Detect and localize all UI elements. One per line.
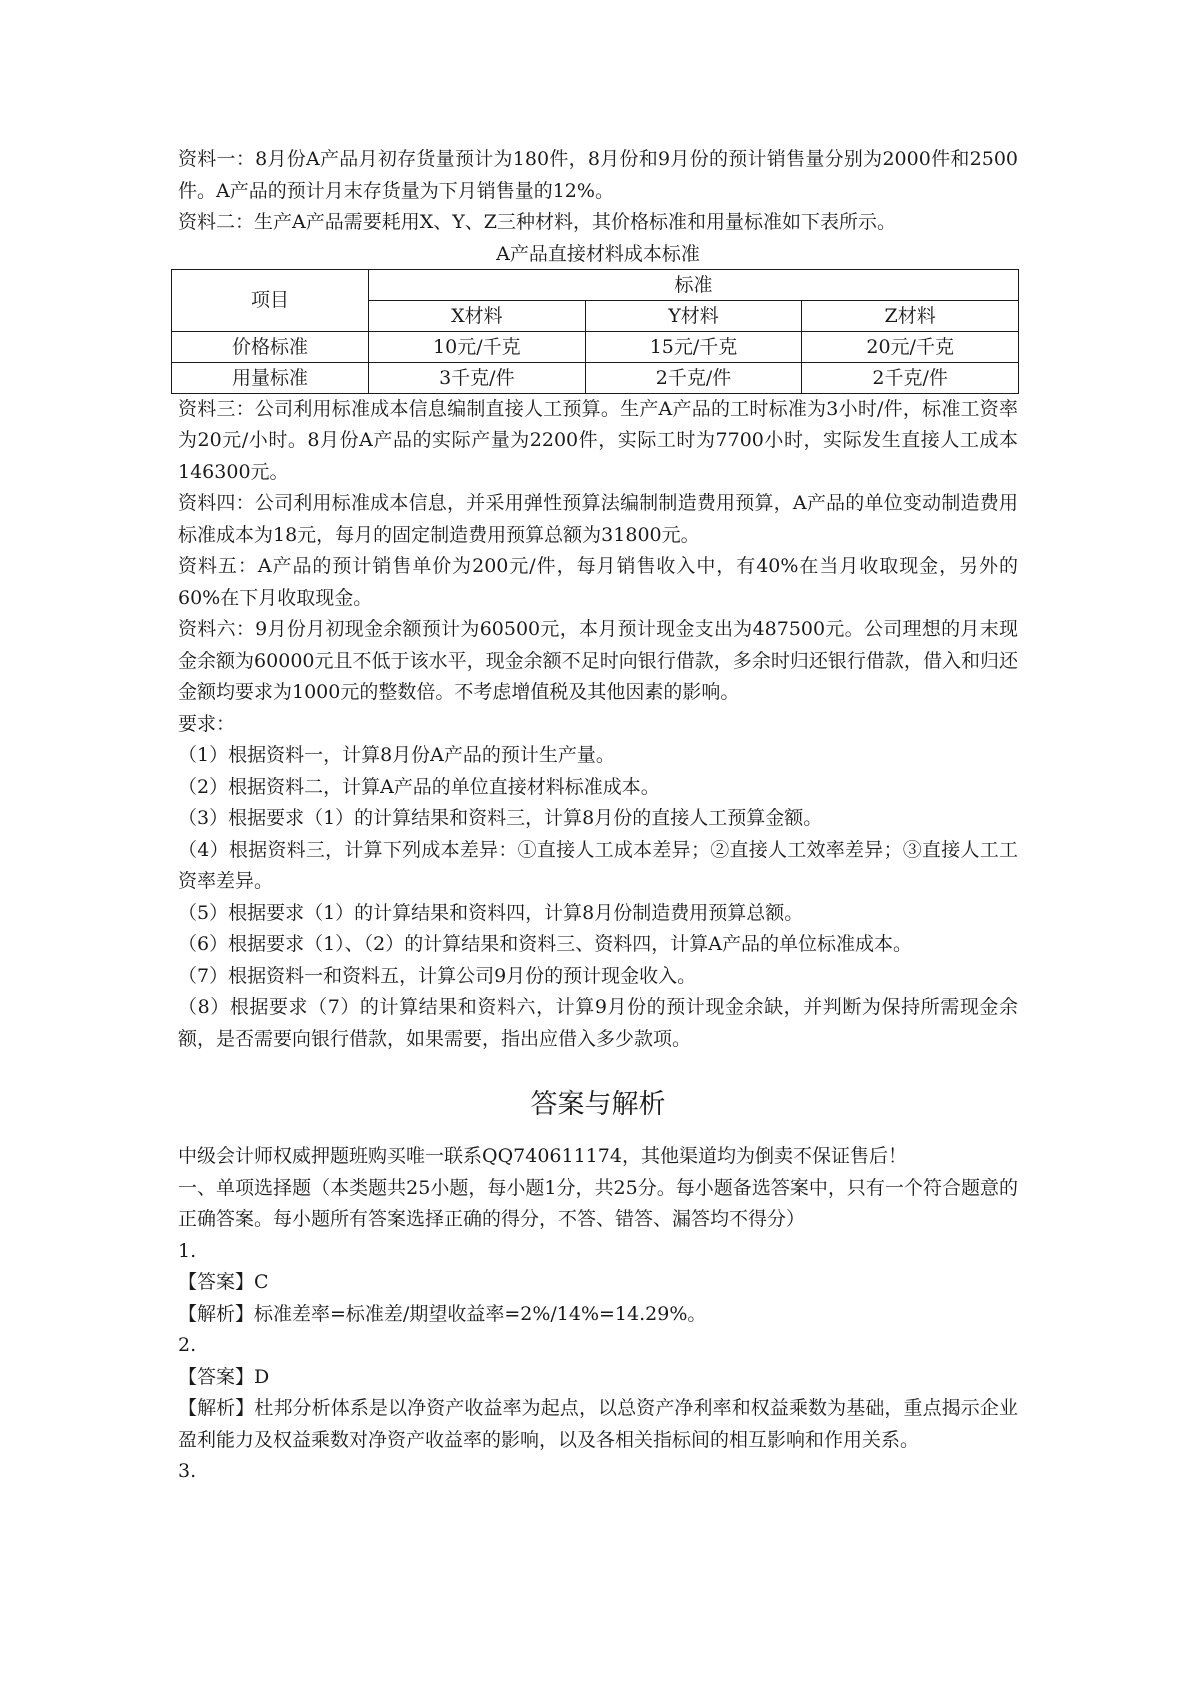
analysis-line: 【解析】杜邦分析体系是以净资产收益率为起点，以总资产净利率和权益乘数为基础，重点揭示企业盈利能力及权益乘数对净资产收益率的影响，以及各相关指标间的相互影响和作用关系。: [178, 1397, 1018, 1451]
requirement-4: （4）根据资料三，计算下列成本差异：①直接人工成本差异；②直接人工效率差异；③直接人工工资率差异。: [178, 838, 1018, 892]
table-cell: 3千克/件: [369, 362, 586, 393]
document-content: [178, 144, 1018, 1488]
material-1: 资料一：8月份A产品月初存货量预计为180件，8月份和9月份的预计销售量分别为2000件和2500件。A产品的预计月末存货量为下月销售量的12%。: [178, 148, 1018, 202]
table-cell: 20元/千克: [802, 331, 1019, 362]
requirement-1: （1）根据资料一，计算8月份A产品的预计生产量。: [178, 744, 615, 766]
column-x-material: X材料: [369, 300, 586, 331]
material-3: 资料三：公司利用标准成本信息编制直接人工预算。生产A产品的工时标准为3小时/件，标准工资率为20元/小时。8月份A产品的实际产量为2200件，实际工时为7700小时，实际发生直接人工成本146300元。: [178, 397, 1018, 483]
column-z-material: Z材料: [802, 300, 1019, 331]
material-5: 资料五：A产品的预计销售单价为200元/件，每月销售收入中，有40%在当月收取现金，另外的60%在下月收取现金。: [178, 555, 1018, 609]
requirement-7: （7）根据资料一和资料五，计算公司9月份的预计现金收入。: [178, 964, 697, 987]
material-4: 资料四：公司利用标准成本信息，并采用弹性预算法编制制造费用预算，A产品的单位变动制造费用标准成本为18元，每月的固定制造费用预算总额为31800元。: [178, 492, 1018, 546]
table-row: [172, 362, 1019, 393]
answer-line: 【答案】D: [178, 1365, 270, 1388]
material-standard-table: [171, 269, 1019, 394]
table-header-row: [172, 269, 1019, 300]
requirement-6: （6）根据要求（1）、（2）的计算结果和资料三、资料四，计算A产品的单位标准成本。: [178, 933, 912, 955]
question-number: 3.: [178, 1460, 197, 1482]
section-heading: 一、单项选择题（本类题共25小题，每小题1分，共25分。每小题备选答案中，只有一个符合题意的正确答案。每小题所有答案选择正确的得分，不答、错答、漏答均不得分）: [178, 1176, 1018, 1230]
contact-notice: 中级会计师权威押题班购买唯一联系QQ740611174，其他渠道均为倒卖不保证售后！: [178, 1145, 907, 1167]
question-number: 2.: [178, 1334, 197, 1356]
requirements-heading: 要求：: [178, 712, 236, 735]
row-label: 价格标准: [172, 331, 369, 362]
requirement-2: （2）根据资料二，计算A产品的单位直接材料标准成本。: [178, 775, 660, 798]
answer-line: 【答案】C: [178, 1271, 269, 1293]
material-2: 资料二：生产A产品需要耗用X、Y、Z三种材料，其价格标准和用量标准如下表所示。: [178, 211, 896, 233]
header-standard-cell: 标准: [369, 269, 1019, 300]
table-cell: 10元/千克: [369, 331, 586, 362]
analysis-line: 【解析】标准差率=标准差/期望收益率=2%/14%=14.29%。: [178, 1302, 707, 1325]
table-row: [172, 331, 1019, 362]
material-6: 资料六：9月份月初现金余额预计为60500元，本月预计现金支出为487500元。公司理想的月末现金余额为60000元且不低于该水平，现金余额不足时向银行借款，多余时归还银行借款，借入和归还金额均要求为1000元的整数倍。不考虑增值税及其他因素的影响。: [178, 618, 1018, 703]
column-y-material: Y材料: [585, 300, 802, 331]
requirement-8: （8）根据要求（7）的计算结果和资料六，计算9月份的预计现金余缺，并判断为保持所需现金余额，是否需要向银行借款，如果需要，指出应借入多少款项。: [178, 996, 1018, 1050]
requirement-5: （5）根据要求（1）的计算结果和资料四，计算8月份制造费用预算总额。: [178, 901, 804, 924]
table-cell: 2千克/件: [802, 362, 1019, 393]
requirement-3: （3）根据要求（1）的计算结果和资料三，计算8月份的直接人工预算金额。: [178, 807, 823, 829]
answers-title: 答案与解析: [530, 1089, 666, 1120]
table-cell: 2千克/件: [585, 362, 802, 393]
header-item-cell: 项目: [172, 269, 369, 331]
table-caption: A产品直接材料成本标准: [496, 242, 700, 265]
question-number: 1.: [178, 1239, 197, 1262]
table-cell: 15元/千克: [585, 331, 802, 362]
row-label: 用量标准: [172, 362, 369, 393]
